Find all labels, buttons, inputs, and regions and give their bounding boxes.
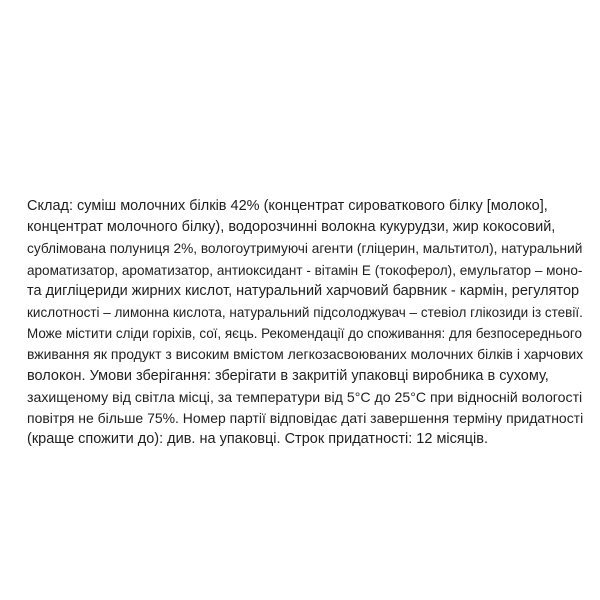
- text-line: (краще спожити до): див. на упаковці. Строк придатності: 12 місяців.: [27, 431, 489, 448]
- text-line: повітря не більше 75%. Номер партії відповідає даті завершення терміну придатності: [27, 410, 584, 427]
- text-line: захищеному від світла місці, за температури від 5°C до 25°C при відносній вологості: [27, 388, 583, 405]
- text-line: Склад: суміш молочних білків 42% (концентрат сироваткового білку [молоко],: [27, 198, 548, 214]
- text-line: сублімована полуниця 2%, вологоутримуючі агенти (гліцерин, мальтитол), натуральний: [27, 241, 583, 257]
- ingredients-text-block: [27, 196, 583, 450]
- text-line: волокон. Умови зберігання: зберігати в закритій упаковці виробника в сухому,: [27, 367, 549, 384]
- text-line: ароматизатор, ароматизатор, антиоксидант - вітамін Е (токоферол), емульгатор – моно-: [27, 262, 583, 278]
- text-line: концентрат молочного білку), водорозчинні волокна кукурудзи, жир кокосовий,: [27, 219, 556, 236]
- text-line: Може містити сліди горіхів, сої, яєць. Рекомендації до споживання: для безпосереднього: [27, 326, 583, 342]
- text-line: та дигліцериди жирних кислот, натуральний харчовий барвник - кармін, регулятор: [27, 282, 580, 299]
- text-line: кислотності – лимонна кислота, натуральний підсолоджувач – стевіол глікозиди із стевії.: [27, 305, 583, 321]
- text-line: вживання як продукт з високим вмістом легкозасвоюваних молочних білків і харчових: [27, 346, 584, 363]
